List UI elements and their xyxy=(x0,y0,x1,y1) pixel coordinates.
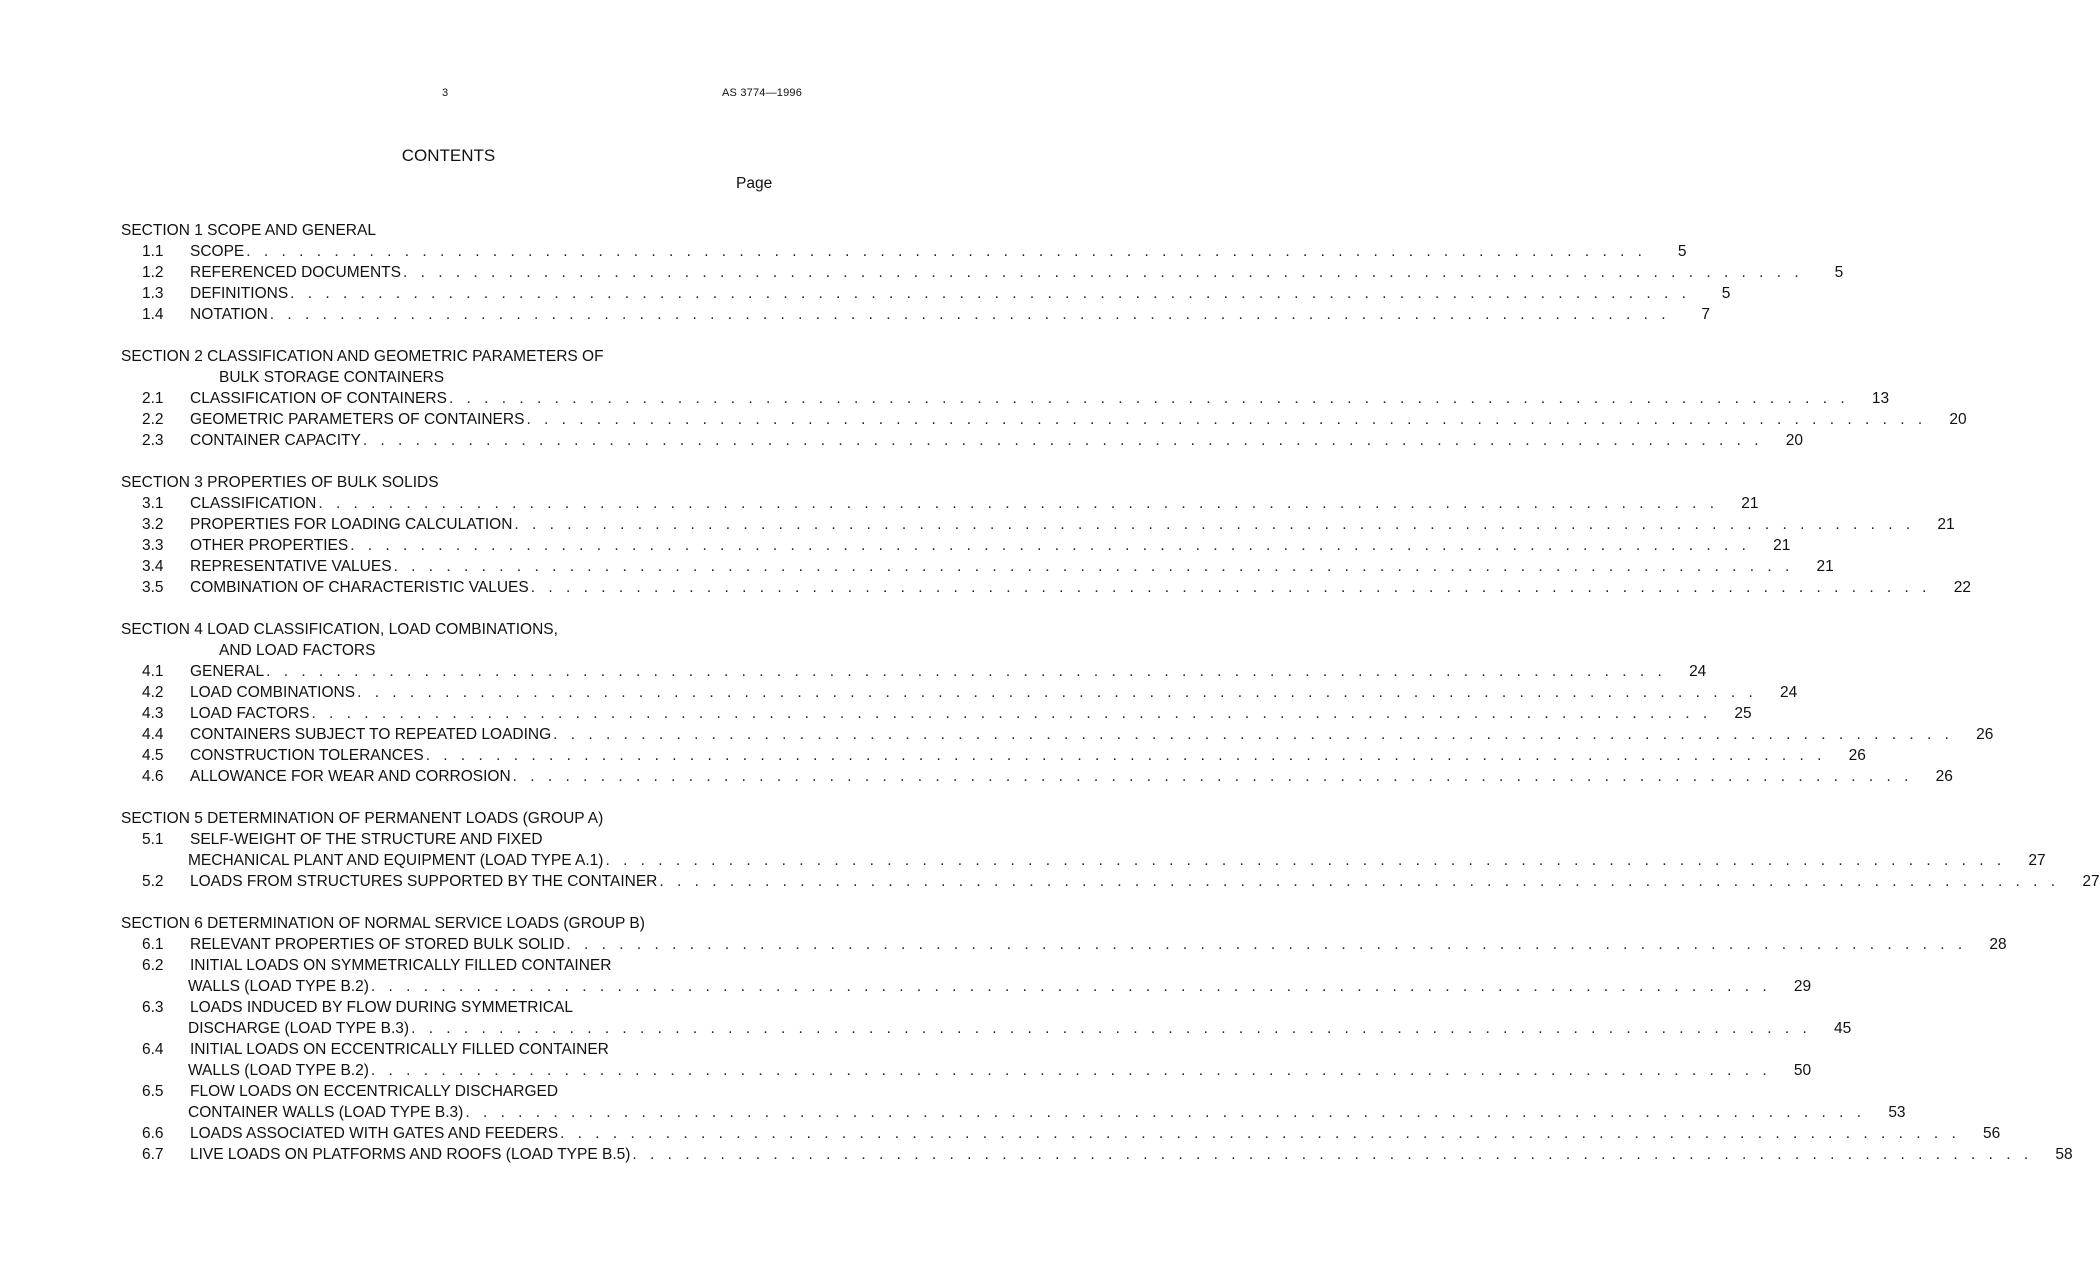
toc-entry-line xyxy=(0,976,1812,997)
toc-section xyxy=(0,346,1967,451)
toc-entry-line xyxy=(0,724,1994,745)
entry-page-number: 21 xyxy=(1773,537,1791,554)
toc-entry-line xyxy=(0,1018,1852,1039)
section-heading: AND LOAD FACTORS xyxy=(219,642,376,659)
entry-number: 4.2 xyxy=(142,684,164,701)
entry-page-number: 5 xyxy=(1834,264,1844,281)
dot-leader: . . . . . . . . . . . . . . . . . . . . . . . . . . . . . . . . . . . . . . . . . . . . . . . . . . . . . . . . . . . . . . . . . . . . . . . . . . . . . . . . xyxy=(266,663,1667,680)
entry-page-number: 21 xyxy=(1937,516,1955,533)
toc-entry-line xyxy=(0,661,1707,682)
entry-number: 3.4 xyxy=(142,558,164,575)
entry-number: 6.1 xyxy=(142,936,164,953)
entry-page-number: 27 xyxy=(2082,873,2100,890)
entry-number: 1.2 xyxy=(142,264,164,281)
entry-title: CONTAINERS SUBJECT TO REPEATED LOADING xyxy=(190,726,552,743)
toc-entry-line xyxy=(0,283,1731,304)
section-heading: SECTION 4 LOAD CLASSIFICATION, LOAD COMBINATIONS, xyxy=(121,621,558,638)
dot-leader: . . . . . . . . . . . . . . . . . . . . . . . . . . . . . . . . . . . . . . . . . . . . . . . . . . . . . . . . . . . . . . . . . . . . . . . . . . . . . . . . xyxy=(530,579,1931,596)
entry-page-number: 26 xyxy=(1848,747,1866,764)
toc-entry-line xyxy=(0,1123,2001,1144)
entry-number: 6.4 xyxy=(142,1041,164,1058)
entry-page-number: 20 xyxy=(1949,411,1967,428)
entry-title: GENERAL xyxy=(190,663,265,680)
dot-leader: . . . . . . . . . . . . . . . . . . . . . . . . . . . . . . . . . . . . . . . . . . . . . . . . . . . . . . . . . . . . . . . . . . . . . . . . . . . . . . . . xyxy=(560,1125,1961,1142)
dot-leader: . . . . . . . . . . . . . . . . . . . . . . . . . . . . . . . . . . . . . . . . . . . . . . . . . . . . . . . . . . . . . . . . . . . . . . . . . . . . . . . . xyxy=(632,1146,2033,1163)
entry-title: WALLS (LOAD TYPE B.2) xyxy=(188,1062,369,1079)
entry-title: COMBINATION OF CHARACTERISTIC VALUES xyxy=(190,579,529,596)
dot-leader: . . . . . . . . . . . . . . . . . . . . . . . . . . . . . . . . . . . . . . . . . . . . . . . . . . . . . . . . . . . . . . . . . . . . . . . . . . . . . . . . xyxy=(566,936,1967,953)
toc-section xyxy=(0,472,1971,598)
entry-page-number: 5 xyxy=(1721,285,1731,302)
document-id: AS 3774—1996 xyxy=(722,87,803,99)
entry-title: FLOW LOADS ON ECCENTRICALLY DISCHARGED xyxy=(190,1083,559,1100)
toc-entry[interactable] xyxy=(0,682,1798,703)
toc-entry-line xyxy=(0,766,1953,787)
dot-leader: . . . . . . . . . . . . . . . . . . . . . . . . . . . . . . . . . . . . . . . . . . . . . . . . . . . . . . . . . . . . . . . . . . . . . . . . . . . . . . . . xyxy=(402,264,1804,281)
section-heading: SECTION 3 PROPERTIES OF BULK SOLIDS xyxy=(121,474,439,491)
entry-page-number: 20 xyxy=(1785,432,1804,449)
toc-entry[interactable] xyxy=(0,829,2046,871)
dot-leader: . . . . . . . . . . . . . . . . . . . . . . . . . . . . . . . . . . . . . . . . . . . . . . . . . . . . . . . . . . . . . . . . . . . . . . . . . . . . . . . . xyxy=(448,390,1850,407)
toc-entry-line xyxy=(0,304,1710,325)
entry-page-number: 21 xyxy=(1816,558,1834,575)
entry-number: 1.3 xyxy=(142,285,164,302)
entry-title: LOADS FROM STRUCTURES SUPPORTED BY THE CONTAINER xyxy=(190,873,658,890)
entry-title: OTHER PROPERTIES xyxy=(190,537,349,554)
toc-entry[interactable] xyxy=(0,514,1955,535)
toc-entry[interactable] xyxy=(0,430,1804,451)
dot-leader: . . . . . . . . . . . . . . . . . . . . . . . . . . . . . . . . . . . . . . . . . . . . . . . . . . . . . . . . . . . . . . . . . . . . . . . . . . . . . . . . xyxy=(362,432,1764,449)
entry-title: SCOPE xyxy=(190,243,245,260)
dot-leader: . . . . . . . . . . . . . . . . . . . . . . . . . . . . . . . . . . . . . . . . . . . . . . . . . . . . . . . . . . . . . . . . . . . . . . . . . . . . . . . . xyxy=(370,1062,1772,1079)
entry-title: NOTATION xyxy=(190,306,268,323)
dot-leader: . . . . . . . . . . . . . . . . . . . . . . . . . . . . . . . . . . . . . . . . . . . . . . . . . . . . . . . . . . . . . . . . . . . . . . . . . . . . . . . . xyxy=(425,747,1826,764)
entry-title: CONTAINER CAPACITY xyxy=(190,432,361,449)
toc-entry[interactable] xyxy=(0,745,1866,766)
toc-section xyxy=(0,808,2100,892)
entry-title: SELF-WEIGHT OF THE STRUCTURE AND FIXED xyxy=(190,831,543,848)
entry-title: CONSTRUCTION TOLERANCES xyxy=(190,747,424,764)
entry-number: 6.6 xyxy=(142,1125,164,1142)
section-heading: BULK STORAGE CONTAINERS xyxy=(219,369,445,386)
contents-title: CONTENTS xyxy=(401,146,496,165)
toc-entry[interactable] xyxy=(0,577,1971,598)
entry-number: 4.6 xyxy=(142,768,164,785)
entry-number: 6.2 xyxy=(142,957,164,974)
toc-entry[interactable] xyxy=(0,661,1707,682)
entry-number: 4.4 xyxy=(142,726,164,743)
entry-page-number: 24 xyxy=(1689,663,1707,680)
dot-leader: . . . . . . . . . . . . . . . . . . . . . . . . . . . . . . . . . . . . . . . . . . . . . . . . . . . . . . . . . . . . . . . . . . . . . . . . . . . . . . . . xyxy=(290,285,1691,302)
dot-leader: . . . . . . . . . . . . . . . . . . . . . . . . . . . . . . . . . . . . . . . . . . . . . . . . . . . . . . . . . . . . . . . . . . . . . . . . . . . . . . . . xyxy=(659,873,2060,890)
toc-entry[interactable] xyxy=(0,1039,1812,1081)
entry-page-number: 7 xyxy=(1701,306,1710,323)
toc-entry-line xyxy=(0,703,1752,724)
entry-page-number: 56 xyxy=(1983,1125,2001,1142)
entry-title: LOAD COMBINATIONS xyxy=(190,684,356,701)
toc-entry-line xyxy=(0,871,2100,892)
toc-entry[interactable] xyxy=(0,997,1852,1039)
toc-entry[interactable] xyxy=(0,1123,2001,1144)
toc-entry-line xyxy=(0,997,892,1018)
dot-leader: . . . . . . . . . . . . . . . . . . . . . . . . . . . . . . . . . . . . . . . . . . . . . . . . . . . . . . . . . . . . . . . . . . . . . . . . . . . . . . . . xyxy=(605,852,2006,869)
entry-title: GEOMETRIC PARAMETERS OF CONTAINERS xyxy=(190,411,525,428)
entry-title: LIVE LOADS ON PLATFORMS AND ROOFS (LOAD TYPE B.5) xyxy=(190,1146,631,1163)
entry-page-number: 21 xyxy=(1741,495,1759,512)
toc-entry-line xyxy=(0,1102,1906,1123)
entry-number: 2.1 xyxy=(142,390,164,407)
toc-entry-line xyxy=(0,829,892,850)
toc-entry-line xyxy=(0,850,2046,871)
entry-number: 3.1 xyxy=(142,495,164,512)
toc-entry-line xyxy=(0,430,1804,451)
dot-leader: . . . . . . . . . . . . . . . . . . . . . . . . . . . . . . . . . . . . . . . . . . . . . . . . . . . . . . . . . . . . . . . . . . . . . . . . . . . . . . . . xyxy=(465,1104,1866,1121)
entry-number: 4.1 xyxy=(142,663,164,680)
entry-number: 1.4 xyxy=(142,306,164,323)
page-number: 3 xyxy=(442,87,449,99)
dot-leader: . . . . . . . . . . . . . . . . . . . . . . . . . . . . . . . . . . . . . . . . . . . . . . . . . . . . . . . . . . . . . . . . . . . . . . . . . . . . . . . . xyxy=(512,768,1913,785)
dot-leader: . . . . . . . . . . . . . . . . . . . . . . . . . . . . . . . . . . . . . . . . . . . . . . . . . . . . . . . . . . . . . . . . . . . . . . . . . . . . . . . . xyxy=(246,243,1647,260)
toc-entry[interactable] xyxy=(0,1081,1906,1123)
toc-entry-line xyxy=(0,745,1866,766)
entry-number: 2.3 xyxy=(142,432,164,449)
entry-page-number: 24 xyxy=(1780,684,1798,701)
dot-leader: . . . . . . . . . . . . . . . . . . . . . . . . . . . . . . . . . . . . . . . . . . . . . . . . . . . . . . . . . . . . . . . . . . . . . . . . . . . . . . . . xyxy=(526,411,1927,428)
entry-page-number: 25 xyxy=(1734,705,1752,722)
entry-title: LOADS INDUCED BY FLOW DURING SYMMETRICAL xyxy=(190,999,573,1016)
entry-title: REFERENCED DOCUMENTS xyxy=(190,264,401,281)
dot-leader: . . . . . . . . . . . . . . . . . . . . . . . . . . . . . . . . . . . . . . . . . . . . . . . . . . . . . . . . . . . . . . . . . . . . . . . . . . . . . . . . xyxy=(318,495,1719,512)
entry-number: 2.2 xyxy=(142,411,164,428)
entry-number: 3.2 xyxy=(142,516,164,533)
toc-entry[interactable] xyxy=(0,241,1687,262)
entry-page-number: 53 xyxy=(1888,1104,1906,1121)
entry-page-number: 27 xyxy=(2028,852,2046,869)
toc-entry[interactable] xyxy=(0,955,1812,997)
entry-number: 3.3 xyxy=(142,537,164,554)
entry-page-number: 58 xyxy=(2055,1146,2073,1163)
toc-entry[interactable] xyxy=(0,934,2007,955)
entry-number: 6.5 xyxy=(142,1083,164,1100)
toc-entry-line xyxy=(0,409,1967,430)
toc-entry[interactable] xyxy=(0,1144,2073,1165)
entry-page-number: 26 xyxy=(1976,726,1994,743)
toc-entry-line xyxy=(0,535,1791,556)
toc-section xyxy=(0,220,1844,325)
toc-entry-line xyxy=(0,388,1890,409)
entry-number: 3.5 xyxy=(142,579,164,596)
toc-entry-line xyxy=(0,955,892,976)
entry-title: REPRESENTATIVE VALUES xyxy=(190,558,392,575)
entry-title: LOAD FACTORS xyxy=(190,705,310,722)
entry-title: PROPERTIES FOR LOADING CALCULATION xyxy=(190,516,513,533)
entry-number: 6.7 xyxy=(142,1146,164,1163)
toc-entry-line xyxy=(0,493,1759,514)
toc-entry[interactable] xyxy=(0,724,1994,745)
entry-number: 1.1 xyxy=(142,243,164,260)
toc-entry[interactable] xyxy=(0,556,1834,577)
entry-title: DISCHARGE (LOAD TYPE B.3) xyxy=(188,1020,410,1037)
entry-page-number: 29 xyxy=(1793,978,1812,995)
dot-leader: . . . . . . . . . . . . . . . . . . . . . . . . . . . . . . . . . . . . . . . . . . . . . . . . . . . . . . . . . . . . . . . . . . . . . . . . . . . . . . . . xyxy=(311,705,1712,722)
entry-title: INITIAL LOADS ON SYMMETRICALLY FILLED CONTAINER xyxy=(190,957,612,974)
entry-title: WALLS (LOAD TYPE B.2) xyxy=(188,978,369,995)
entry-number: 5.1 xyxy=(142,831,164,848)
section-heading: SECTION 5 DETERMINATION OF PERMANENT LOADS (GROUP A) xyxy=(121,810,604,827)
toc-section xyxy=(0,913,2073,1165)
toc-entry-line xyxy=(0,556,1834,577)
entry-title: CLASSIFICATION xyxy=(190,495,317,512)
dot-leader: . . . . . . . . . . . . . . . . . . . . . . . . . . . . . . . . . . . . . . . . . . . . . . . . . . . . . . . . . . . . . . . . . . . . . . . . . . . . . . . . xyxy=(350,537,1751,554)
toc-entry[interactable] xyxy=(0,304,1710,325)
toc-entry-line xyxy=(0,577,1971,598)
entry-title: INITIAL LOADS ON ECCENTRICALLY FILLED CONTAINER xyxy=(190,1041,609,1058)
section-heading: SECTION 2 CLASSIFICATION AND GEOMETRIC PARAMETERS OF xyxy=(121,348,604,365)
page-column-label: Page xyxy=(736,175,773,192)
entry-title: ALLOWANCE FOR WEAR AND CORROSION xyxy=(190,768,511,785)
dot-leader: . . . . . . . . . . . . . . . . . . . . . . . . . . . . . . . . . . . . . . . . . . . . . . . . . . . . . . . . . . . . . . . . . . . . . . . . . . . . . . . . xyxy=(357,684,1758,701)
entry-page-number: 26 xyxy=(1935,768,1953,785)
toc-entry[interactable] xyxy=(0,262,1844,283)
dot-leader: . . . . . . . . . . . . . . . . . . . . . . . . . . . . . . . . . . . . . . . . . . . . . . . . . . . . . . . . . . . . . . . . . . . . . . . . . . . . . . . . xyxy=(553,726,1954,743)
entry-page-number: 13 xyxy=(1871,390,1890,407)
toc-entry[interactable] xyxy=(0,493,1759,514)
toc-entry[interactable] xyxy=(0,283,1731,304)
toc-entry[interactable] xyxy=(0,871,2100,892)
dot-leader: . . . . . . . . . . . . . . . . . . . . . . . . . . . . . . . . . . . . . . . . . . . . . . . . . . . . . . . . . . . . . . . . . . . . . . . . . . . . . . . . xyxy=(269,306,1670,323)
entry-page-number: 50 xyxy=(1793,1062,1812,1079)
entry-title: DEFINITIONS xyxy=(190,285,289,302)
toc-entry-line xyxy=(0,1081,892,1102)
dot-leader: . . . . . . . . . . . . . . . . . . . . . . . . . . . . . . . . . . . . . . . . . . . . . . . . . . . . . . . . . . . . . . . . . . . . . . . . . . . . . . . . xyxy=(514,516,1915,533)
entry-number: 6.3 xyxy=(142,999,164,1016)
toc-entry[interactable] xyxy=(0,409,1967,430)
toc-section xyxy=(0,619,1994,787)
dot-leader: . . . . . . . . . . . . . . . . . . . . . . . . . . . . . . . . . . . . . . . . . . . . . . . . . . . . . . . . . . . . . . . . . . . . . . . . . . . . . . . . xyxy=(411,1020,1812,1037)
toc-entry-line xyxy=(0,1144,2073,1165)
toc-entry[interactable] xyxy=(0,535,1791,556)
toc-entry-line xyxy=(0,1060,1812,1081)
section-heading: SECTION 6 DETERMINATION OF NORMAL SERVICE LOADS (GROUP B) xyxy=(121,915,645,932)
toc-entry-line xyxy=(0,682,1798,703)
toc-entry-line xyxy=(0,262,1844,283)
entry-page-number: 28 xyxy=(1989,936,2007,953)
section-heading: SECTION 1 SCOPE AND GENERAL xyxy=(121,222,376,239)
entry-page-number: 22 xyxy=(1953,579,1971,596)
entry-page-number: 5 xyxy=(1677,243,1687,260)
entry-page-number: 45 xyxy=(1834,1020,1852,1037)
entry-number: 4.3 xyxy=(142,705,164,722)
entry-title: MECHANICAL PLANT AND EQUIPMENT (LOAD TYPE A.1) xyxy=(188,852,604,869)
table-of-contents xyxy=(0,220,2100,1186)
dot-leader: . . . . . . . . . . . . . . . . . . . . . . . . . . . . . . . . . . . . . . . . . . . . . . . . . . . . . . . . . . . . . . . . . . . . . . . . . . . . . . . . xyxy=(393,558,1794,575)
entry-title: RELEVANT PROPERTIES OF STORED BULK SOLID xyxy=(190,936,565,953)
entry-number: 5.2 xyxy=(142,873,164,890)
toc-entry-line xyxy=(0,1039,892,1060)
dot-leader: . . . . . . . . . . . . . . . . . . . . . . . . . . . . . . . . . . . . . . . . . . . . . . . . . . . . . . . . . . . . . . . . . . . . . . . . . . . . . . . . xyxy=(370,978,1772,995)
entry-title: CONTAINER WALLS (LOAD TYPE B.3) xyxy=(188,1104,464,1121)
toc-entry[interactable] xyxy=(0,766,1953,787)
toc-entry-line xyxy=(0,934,2007,955)
toc-entry[interactable] xyxy=(0,388,1890,409)
entry-title: CLASSIFICATION OF CONTAINERS xyxy=(190,390,447,407)
toc-entry-line xyxy=(0,241,1687,262)
toc-entry[interactable] xyxy=(0,703,1752,724)
entry-title: LOADS ASSOCIATED WITH GATES AND FEEDERS xyxy=(190,1125,559,1142)
toc-entry-line xyxy=(0,514,1955,535)
entry-number: 4.5 xyxy=(142,747,164,764)
